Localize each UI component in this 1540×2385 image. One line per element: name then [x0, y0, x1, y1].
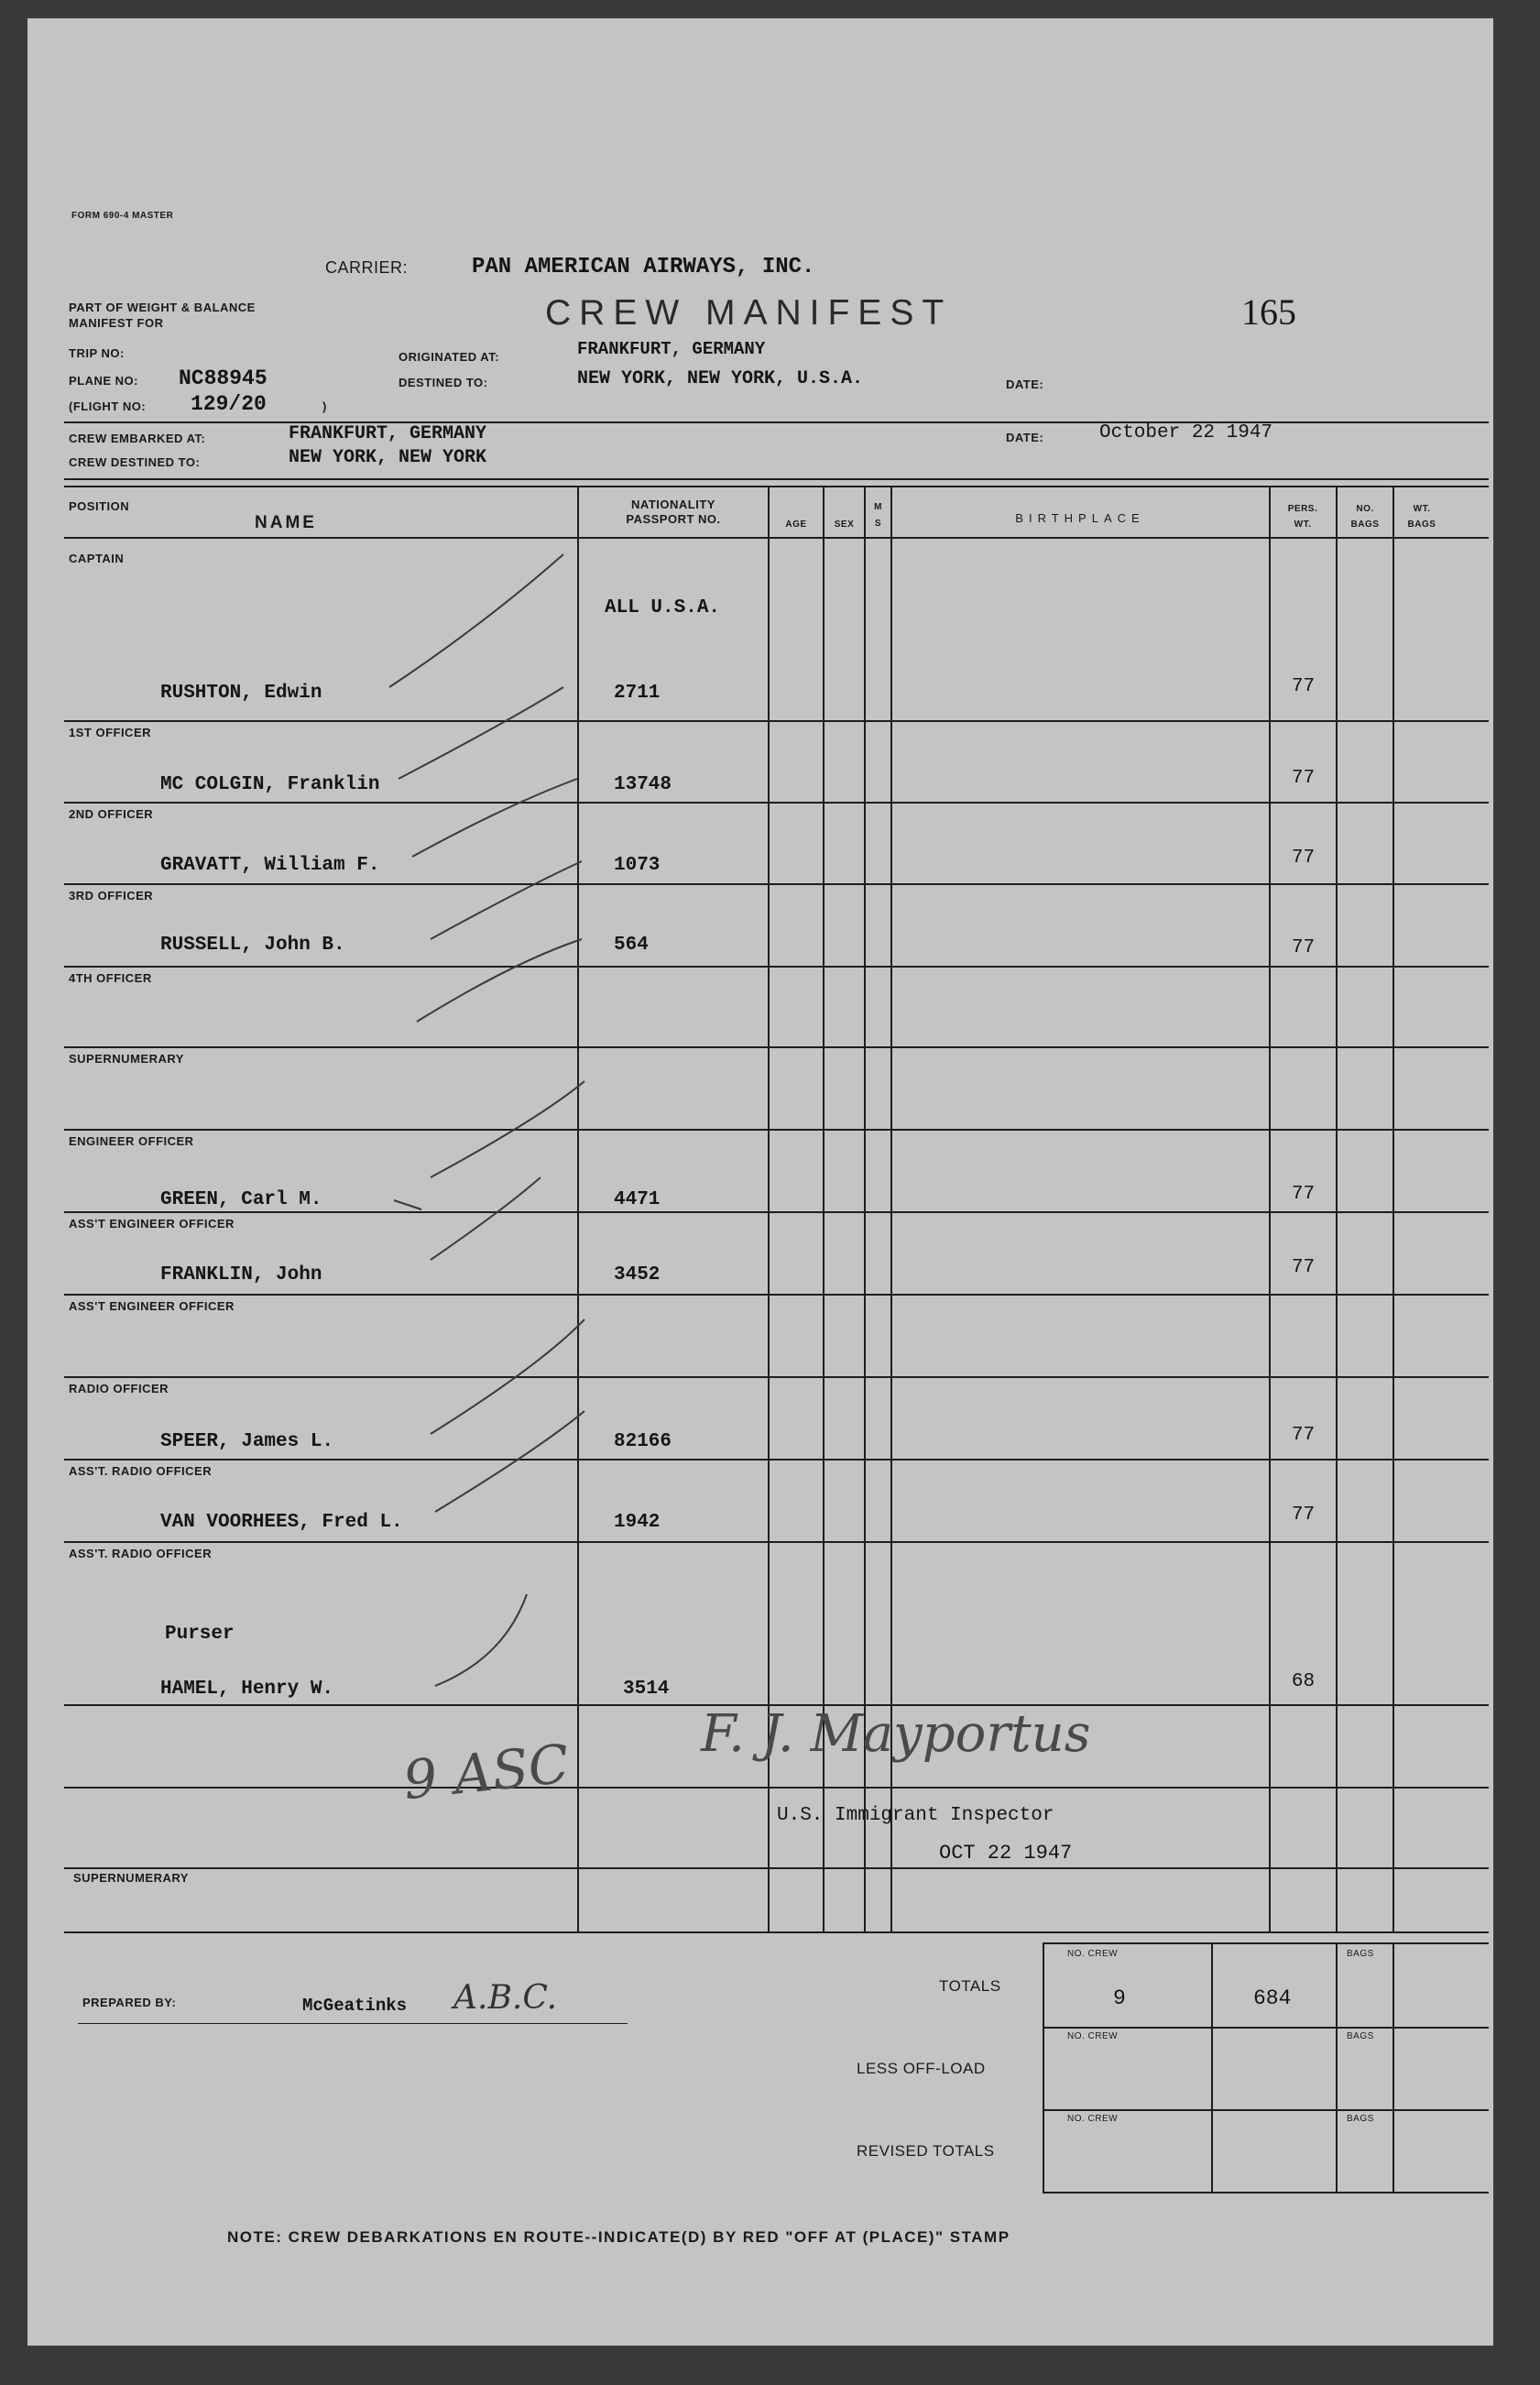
pers-weight: 77: [1291, 676, 1316, 697]
inspector-signature: F. J. Mayportus: [701, 1704, 1091, 1764]
crew-name: GRAVATT, William F.: [160, 855, 380, 876]
col-ms-1: M: [874, 502, 882, 512]
purser-label: Purser: [165, 1624, 235, 1645]
part-of-label-2: MANIFEST FOR: [69, 316, 164, 330]
pers-weight: 68: [1291, 1671, 1316, 1692]
crew-count: 9: [1113, 1986, 1126, 2010]
pers-weight: 77: [1291, 937, 1316, 958]
date2-label: DATE:: [1006, 431, 1044, 444]
col-age: AGE: [785, 520, 807, 530]
row-position: 2ND OFFICER: [69, 807, 154, 821]
pen-marks: [27, 18, 1493, 2346]
col-nationality-1: NATIONALITY: [631, 498, 715, 511]
pen-stroke: [431, 1177, 541, 1260]
pers-weight: 77: [1291, 1504, 1316, 1526]
originated-label: ORIGINATED AT:: [399, 350, 500, 364]
crew-name: SPEER, James L.: [160, 1431, 334, 1452]
page-title: CREW MANIFEST: [545, 293, 953, 333]
destined-value: NEW YORK, NEW YORK, U.S.A.: [577, 368, 864, 389]
flight-no-value: 129/20: [191, 392, 267, 416]
passport-no: 3514: [623, 1679, 670, 1700]
row-position: ASS'T. RADIO OFFICER: [69, 1464, 213, 1478]
bags-label: BAGS: [1347, 2114, 1374, 2124]
passport-no: 3452: [614, 1264, 661, 1285]
col-ms-2: S: [874, 519, 882, 529]
pen-stroke: [412, 779, 577, 857]
col-no-bags-2: BAGS: [1350, 520, 1380, 530]
less-offload-label: LESS OFF-LOAD: [857, 2060, 986, 2077]
crew-name: MC COLGIN, Franklin: [160, 774, 380, 795]
row-position: CAPTAIN: [69, 552, 125, 565]
row-position: RADIO OFFICER: [69, 1382, 169, 1395]
row-position: ASS'T ENGINEER OFFICER: [69, 1299, 235, 1313]
pen-stroke: [431, 1081, 584, 1177]
pers-weight: 77: [1291, 1257, 1316, 1278]
row-position: 4TH OFFICER: [69, 971, 152, 985]
pers-weight: 77: [1291, 848, 1316, 869]
bags-label: BAGS: [1347, 1949, 1374, 1959]
pen-stroke: [389, 554, 563, 687]
pers-weight: 77: [1291, 1184, 1316, 1205]
stamp-code: 9 ASC: [399, 1732, 573, 1812]
prepared-by-initials: A.B.C.: [453, 1979, 558, 2017]
row-position: SUPERNUMERARY: [69, 1052, 184, 1066]
flight-no-close: ): [322, 399, 327, 413]
pers-weight: 77: [1291, 768, 1316, 789]
embarked-value: FRANKFURT, GERMANY: [289, 423, 487, 444]
no-crew-label: NO. CREW: [1067, 1949, 1119, 1959]
pen-stroke: [431, 861, 582, 939]
row-position: ASS'T ENGINEER OFFICER: [69, 1217, 235, 1231]
col-no-bags-1: NO.: [1356, 504, 1374, 514]
pen-stroke: [399, 687, 563, 779]
crew-name: RUSHTON, Edwin: [160, 683, 322, 704]
col-nationality-2: PASSPORT NO.: [626, 512, 721, 526]
col-name: NAME: [255, 513, 317, 532]
date2-value: October 22 1947: [1099, 422, 1273, 443]
crew-destined-label: CREW DESTINED TO:: [69, 455, 201, 469]
embarked-label: CREW EMBARKED AT:: [69, 432, 206, 445]
part-of-label-1: PART OF WEIGHT & BALANCE: [69, 301, 256, 314]
row-position: 3RD OFFICER: [69, 889, 154, 903]
form-code: FORM 690-4 MASTER: [71, 211, 174, 221]
nationality-all: ALL U.S.A.: [605, 597, 721, 618]
revised-totals-label: REVISED TOTALS: [857, 2142, 995, 2160]
row-position: ENGINEER OFFICER: [69, 1134, 194, 1148]
inspector-title: U.S. Immigrant Inspector: [777, 1805, 1054, 1826]
pen-stroke: [431, 1319, 584, 1434]
crew-name: FRANKLIN, John: [160, 1264, 322, 1285]
col-pers-wt-2: WT.: [1294, 520, 1312, 530]
prepared-by-label: PREPARED BY:: [82, 1996, 177, 2009]
date-label: DATE:: [1006, 377, 1044, 391]
trip-no-label: TRIP NO:: [69, 346, 125, 360]
inspector-date: OCT 22 1947: [939, 1842, 1073, 1865]
no-crew-label: NO. CREW: [1067, 2114, 1119, 2124]
no-crew-label: NO. CREW: [1067, 2031, 1119, 2041]
row-position: 1ST OFFICER: [69, 726, 152, 739]
crew-name: VAN VOORHEES, Fred L.: [160, 1512, 403, 1533]
totals-label: TOTALS: [939, 1977, 1001, 1995]
row-position: ASS'T. RADIO OFFICER: [69, 1547, 213, 1560]
pen-stroke: [417, 939, 582, 1022]
carrier-value: PAN AMERICAN AIRWAYS, INC.: [472, 255, 815, 279]
crew-destined-value: NEW YORK, NEW YORK: [289, 447, 487, 468]
col-sex: SEX: [834, 520, 855, 530]
prepared-by-name: McGeatinks: [302, 1996, 408, 2016]
pen-stroke: [435, 1411, 584, 1512]
passport-no: 82166: [614, 1431, 672, 1452]
passport-no: 1073: [614, 855, 661, 876]
pen-stroke: [435, 1594, 527, 1686]
bags-label: BAGS: [1347, 2031, 1374, 2041]
carrier-label: CARRIER:: [325, 258, 409, 277]
crew-name: RUSSELL, John B.: [160, 935, 345, 956]
footer-note: NOTE: CREW DEBARKATIONS EN ROUTE--INDICATE(D) BY RED "OFF AT (PLACE)" STAMP: [227, 2228, 1010, 2246]
plane-no-value: NC88945: [179, 367, 268, 390]
weight-total: 684: [1253, 1986, 1292, 2010]
passport-no: 564: [614, 935, 649, 956]
manifest-page: [27, 18, 1493, 2346]
col-wt-bags-1: WT.: [1413, 504, 1431, 514]
passport-no: 4471: [614, 1189, 661, 1210]
col-wt-bags-2: BAGS: [1407, 520, 1436, 530]
passport-no: 13748: [614, 774, 672, 795]
row-position: SUPERNUMERARY: [73, 1871, 189, 1885]
col-pers-wt-1: PERS.: [1287, 504, 1318, 514]
crew-name: GREEN, Carl M.: [160, 1189, 322, 1210]
flight-no-label: (FLIGHT NO:: [69, 399, 147, 413]
originated-value: FRANKFURT, GERMANY: [577, 339, 766, 359]
manifest-number: 165: [1241, 291, 1296, 333]
pers-weight: 77: [1291, 1425, 1316, 1446]
col-birthplace: BIRTHPLACE: [1015, 511, 1145, 525]
passport-no: 2711: [614, 683, 661, 704]
col-position: POSITION: [69, 499, 130, 513]
crew-name: HAMEL, Henry W.: [160, 1679, 334, 1700]
pen-stroke: [394, 1200, 421, 1209]
destined-label: DESTINED TO:: [399, 376, 488, 389]
plane-no-label: PLANE NO:: [69, 374, 138, 388]
passport-no: 1942: [614, 1512, 661, 1533]
